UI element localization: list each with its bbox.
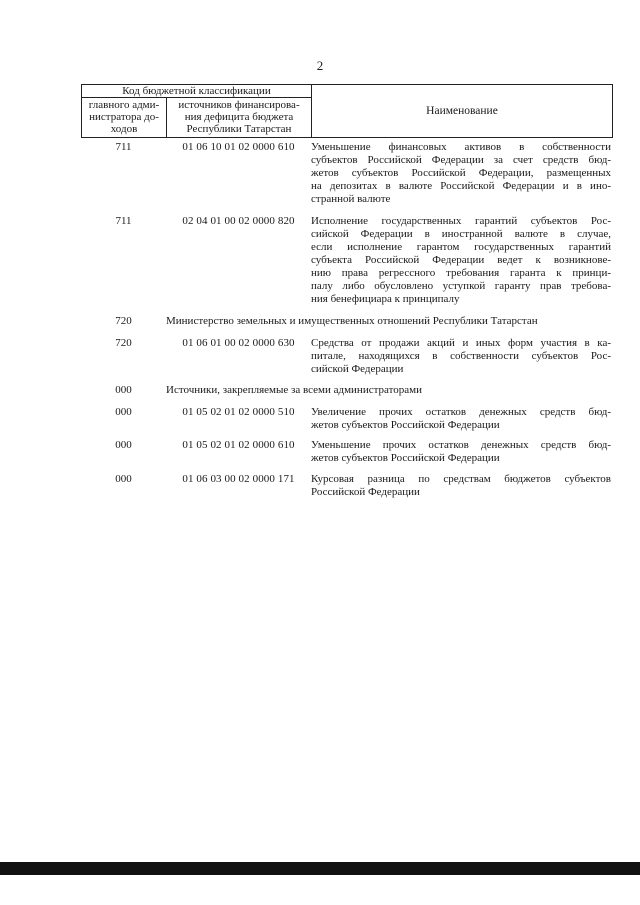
name-line: ния бенефициара к принципалу <box>311 293 460 305</box>
table-row <box>81 315 613 328</box>
source-code-cell: 01 06 01 00 02 0000 630 <box>182 337 295 349</box>
page-number: 2 <box>316 58 324 73</box>
name-line: Уменьшение прочих остатков денежных средств бюд- <box>311 439 611 451</box>
name-cell <box>311 337 611 376</box>
name-line: палу либо обусловлено уступкой гаранту прав требова- <box>311 280 611 292</box>
name-line: если исполнение гарантом государственных гарантий <box>311 241 611 253</box>
name-line: сийской Федерации <box>311 363 404 375</box>
name-cell <box>166 384 616 397</box>
admin-code-cell: 711 <box>115 141 132 153</box>
name-line: Источники, закрепляемые за всеми администраторами <box>166 384 423 396</box>
name-cell <box>311 406 611 432</box>
admin-header-line: нистратора до- <box>89 111 159 123</box>
name-line: Российской Федерации <box>311 486 420 498</box>
source-header-line: источников финансирова- <box>178 99 300 111</box>
name-line: сийской Федерации в иностранной валюте в случае, <box>311 228 611 240</box>
table-row <box>81 439 613 465</box>
source-header-line: ния дефицита бюджета <box>184 111 294 123</box>
admin-code-cell: 720 <box>115 315 132 327</box>
name-line: Средства от продажи акций и иных форм участия в ка- <box>311 337 611 349</box>
name-line: жетов субъектов Российской Федерации <box>311 452 500 464</box>
source-code-cell: 01 05 02 01 02 0000 510 <box>182 406 295 418</box>
name-line: Уменьшение финансовых активов в собственности <box>311 141 611 153</box>
table-row <box>81 215 613 306</box>
classification-group-header: Код бюджетной классификации <box>82 85 312 98</box>
name-cell <box>311 215 611 306</box>
name-line: Министерство земельных и имущественных отношений Республики Татарстан <box>166 315 538 327</box>
name-line: жетов субъектов Российской Федерации, размещенных <box>311 167 611 179</box>
name-line: Исполнение государственных гарантий субъектов Рос- <box>311 215 611 227</box>
admin-code-cell: 000 <box>115 384 132 396</box>
admin-code-cell: 711 <box>115 215 132 227</box>
name-line: жетов субъектов Российской Федерации <box>311 419 500 431</box>
name-line: Увеличение прочих остатков денежных средств бюд- <box>311 406 611 418</box>
name-line: субъекта Российской Федерации ведет к возникнове- <box>311 254 611 266</box>
scan-edge-bar <box>0 862 640 875</box>
name-column-header: Наименование <box>426 105 498 117</box>
name-cell <box>166 315 616 328</box>
name-line: странной валюте <box>311 193 391 205</box>
name-cell <box>311 439 611 465</box>
source-code-cell: 01 05 02 01 02 0000 610 <box>182 439 295 451</box>
name-line: нию права регрессного требования гаранта к принци- <box>311 267 611 279</box>
source-header-line: Республики Татарстан <box>186 123 292 135</box>
source-code-cell: 02 04 01 00 02 0000 820 <box>182 215 295 227</box>
name-line: на депозитах в валюте Российской Федерации и в ино- <box>311 180 611 192</box>
table-body <box>81 141 613 507</box>
table-row <box>81 406 613 432</box>
source-code-cell: 01 06 03 00 02 0000 171 <box>182 473 295 485</box>
admin-code-cell: 000 <box>115 439 132 451</box>
table-row <box>81 384 613 397</box>
table-header <box>81 84 613 138</box>
admin-header-line: главного адми- <box>88 99 160 111</box>
source-column-header <box>167 98 312 137</box>
admin-code-cell: 000 <box>115 473 132 485</box>
name-line: Курсовая разница по средствам бюджетов субъектов <box>311 473 611 485</box>
name-line: питале, находящихся в собственности субъектов Рос- <box>311 350 611 362</box>
admin-header-line: ходов <box>110 123 138 135</box>
table-row <box>81 141 613 206</box>
table-row <box>81 337 613 376</box>
admin-column-header <box>82 98 167 137</box>
name-cell <box>311 473 611 499</box>
table-row <box>81 473 613 499</box>
name-cell <box>311 141 611 206</box>
admin-code-cell: 000 <box>115 406 132 418</box>
name-line: субъектов Российской Федерации за счет средств бюд- <box>311 154 611 166</box>
source-code-cell: 01 06 10 01 02 0000 610 <box>182 141 295 153</box>
admin-code-cell: 720 <box>115 337 132 349</box>
